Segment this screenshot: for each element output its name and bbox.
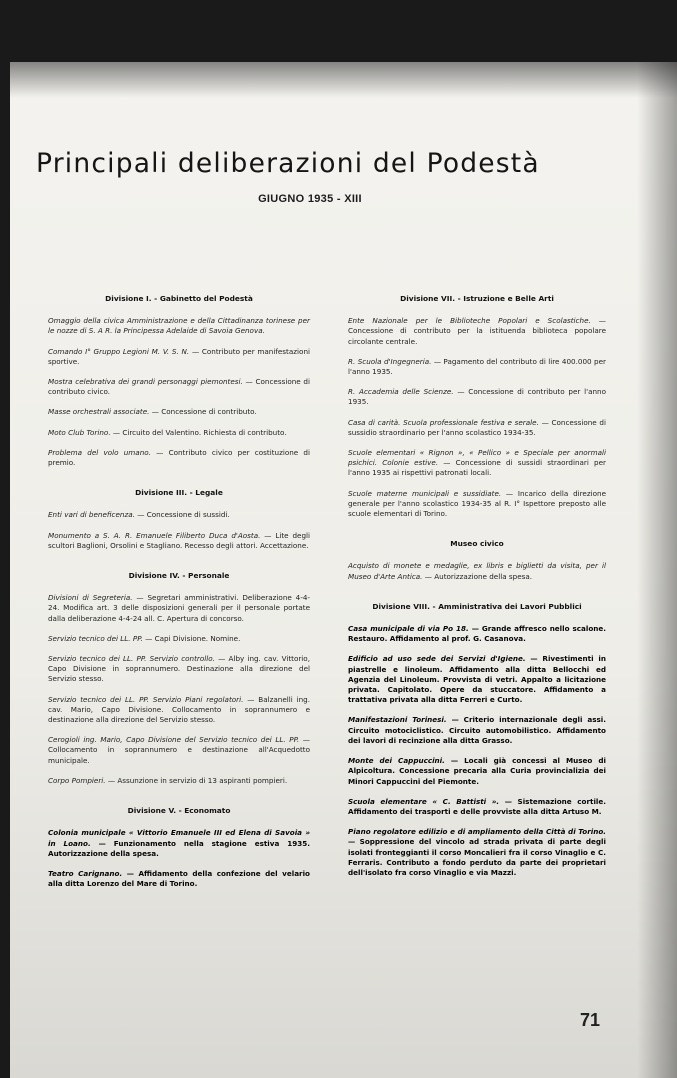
deliberation-entry bbox=[348, 387, 606, 407]
deliberation-entry bbox=[348, 654, 606, 705]
entry-subject: Masse orchestrali associate. bbox=[48, 407, 150, 417]
section-title: Divisione III. - Legale bbox=[135, 488, 223, 498]
deliberation-entry bbox=[48, 735, 310, 766]
deliberation-entry bbox=[48, 531, 310, 551]
entry-subject: R. Accademia delle Scienze. bbox=[348, 387, 454, 397]
deliberation-section bbox=[48, 294, 310, 468]
entry-subject: Colonia municipale « Vittorio Emanuele III ed Elena di Savoia » in Loano. bbox=[48, 828, 310, 848]
deliberation-entry bbox=[348, 827, 606, 878]
entry-decision: — Collocamento in soprannumero e destinazione all'Acquedotto municipale. bbox=[48, 735, 310, 765]
entry-decision: — Concessione di sussidi. bbox=[134, 510, 230, 520]
deliberation-entry bbox=[48, 428, 310, 438]
entry-subject: R. Scuola d'Ingegneria. bbox=[348, 356, 432, 366]
section-title: Divisione VIII. - Amministrativa dei Lavori Pubblici bbox=[372, 601, 582, 611]
entry-decision: — Autorizzazione della spesa. bbox=[422, 571, 533, 581]
entry-decision: — Concessione di contributo. bbox=[149, 407, 257, 417]
entry-decision: — Funzionamento nella stagione estiva 1935. Autorizzazione della spesa. bbox=[48, 838, 310, 858]
entry-subject: Omaggio della civica Amministrazione e della Cittadinanza torinese per le nozze di S. A R. la Principessa Adelaide di Savoia Genova. bbox=[48, 316, 310, 336]
entry-decision: — Alby ing. cav. Vittorio, Capo Divisione in soprannumero. Destinazione alla direzione del Servizio stesso. bbox=[48, 654, 310, 684]
entry-decision: — Assunzione in servizio di 13 aspiranti pompieri. bbox=[105, 775, 288, 785]
entry-subject: Teatro Carignano. bbox=[48, 868, 123, 878]
deliberation-entry bbox=[348, 561, 606, 581]
left-column bbox=[48, 294, 310, 909]
deliberation-entry bbox=[48, 654, 310, 685]
deliberation-entry bbox=[348, 489, 606, 520]
page-subtitle: GIUGNO 1935 - XIII bbox=[258, 193, 362, 205]
entry-subject: Scuole elementari « Rignon », « Pellico » e Speciale per anormali psichici. Colonie estive. bbox=[348, 448, 606, 468]
section-title: Divisione I. - Gabinetto del Podestà bbox=[105, 294, 253, 303]
entry-subject: Acquisto di monete e medaglie, ex libris e biglietti da visita, per il Museo d'Arte Antica. bbox=[348, 561, 606, 581]
right-column bbox=[348, 294, 606, 898]
entry-decision: — Concessione di contributo per l'anno 1935. bbox=[348, 387, 606, 407]
entry-subject: Problema del volo umano. bbox=[48, 447, 151, 457]
deliberation-entry bbox=[348, 797, 606, 817]
deliberation-entry bbox=[48, 695, 310, 726]
deliberation-section bbox=[348, 602, 606, 878]
entry-decision: — Sistemazione cortile. Affidamento dei trasporti e delle provviste alla ditta Artuso M. bbox=[348, 796, 606, 816]
entry-subject: Corpo Pompieri. bbox=[48, 775, 106, 785]
page-title: Principali deliberazioni del Podestà bbox=[36, 148, 540, 179]
entry-subject: Comando I° Gruppo Legioni M. V. S. N. bbox=[48, 346, 190, 356]
deliberation-entry bbox=[348, 624, 606, 644]
entry-decision: — Segretari amministrativi. Deliberazione 4-4-24. Modifica art. 3 delle disposizioni generali per il personale portate dalla deliberazione 4-4-24 all. C. Apertura di concorso. bbox=[48, 593, 310, 623]
entry-subject: Scuola elementare « C. Battisti ». bbox=[348, 796, 500, 806]
entry-subject: Scuole materne municipali e sussidiate. bbox=[348, 488, 502, 498]
entry-decision: — Contributo per manifestazioni sportive. bbox=[48, 346, 310, 366]
deliberation-section bbox=[348, 539, 606, 582]
deliberation-entry bbox=[48, 407, 310, 417]
deliberation-section bbox=[48, 571, 310, 786]
section-title: Divisione IV. - Personale bbox=[128, 571, 230, 581]
deliberation-entry bbox=[48, 377, 310, 397]
document-page bbox=[10, 62, 677, 1078]
entry-decision: — Concessione di sussidio straordinario per l'anno scolastico 1934-35. bbox=[348, 417, 606, 437]
entry-subject: Mostra celebrativa dei grandi personaggi piemontesi. bbox=[48, 377, 243, 387]
entry-subject: Moto Club Torino. bbox=[48, 427, 111, 437]
deliberation-entry bbox=[48, 448, 310, 468]
entry-subject: Casa di carità. Scuola professionale festiva e serale. bbox=[348, 417, 539, 427]
entry-decision: — Grande affresco nello scalone. Restauro. Affidamento al prof. G. Casanova. bbox=[348, 624, 606, 644]
deliberation-entry bbox=[48, 869, 310, 889]
deliberation-entry bbox=[348, 418, 606, 438]
entry-decision: — Concessione di sussidi straordinari per l'anno 1935 ai rispettivi patronati locali. bbox=[348, 458, 606, 478]
deliberation-entry bbox=[348, 448, 606, 479]
deliberation-section bbox=[48, 488, 310, 551]
entry-subject: Enti vari di beneficenza. bbox=[48, 510, 135, 520]
entry-subject: Servizio tecnico dei LL. PP. Servizio controllo. bbox=[48, 654, 215, 664]
deliberation-entry bbox=[48, 634, 310, 644]
deliberation-section bbox=[348, 294, 606, 519]
entry-decision: — Criterio internazionale degli assi. Circuito motociclistico. Circuito automobilistico. Affidamento dei lavori di recinzione alla ditta Grasso. bbox=[348, 715, 607, 745]
entry-subject: Monte dei Cappuccini. bbox=[348, 756, 445, 766]
scan-shadow bbox=[10, 62, 677, 98]
entry-decision: — Soppressione del vincolo ad strada privata di parte degli isolati fronteggianti il corso Moncalieri fra il corso Vinaglio e C. Ferraris. Contributo a fondo perduto da parte dei proprietari dell'isolato fra corso Vinaglio e via Mazzi. bbox=[348, 837, 606, 877]
section-title: Divisione V. - Economato bbox=[127, 806, 231, 816]
entry-subject: Manifestazioni Torinesi. bbox=[348, 715, 447, 725]
entry-decision: — Lite degli scultori Baglioni, Orsolini e Stagliano. Recesso degli attori. Accettazione. bbox=[48, 530, 311, 550]
page-number: 71 bbox=[580, 1010, 601, 1030]
entry-subject: Servizio tecnico dei LL. PP. bbox=[48, 633, 143, 643]
entry-subject: Divisioni di Segreteria. bbox=[48, 593, 133, 603]
deliberation-entry bbox=[48, 593, 310, 624]
entry-decision: — Pagamento del contributo di lire 400.000 per l'anno 1935. bbox=[348, 356, 606, 377]
entry-decision: — Concessione di contributo per la istituenda biblioteca popolare circolante centrale. bbox=[348, 316, 606, 346]
entry-decision: — Circuito del Valentino. Richiesta di contributo. bbox=[110, 427, 287, 437]
deliberation-entry bbox=[48, 828, 310, 859]
deliberation-entry bbox=[48, 510, 310, 520]
deliberation-entry bbox=[48, 347, 310, 367]
deliberation-section bbox=[48, 806, 310, 889]
deliberation-entry bbox=[348, 756, 606, 787]
deliberation-entry bbox=[348, 316, 606, 347]
entry-decision: — Incarico della direzione generale per l'anno scolastico 1934-35 al R. I° Ispettore preposto alle scuole elementari di Torino. bbox=[348, 488, 606, 519]
entry-decision: — Contributo civico per costituzione di premio. bbox=[48, 447, 310, 468]
entry-subject: Casa municipale di via Po 18. bbox=[348, 624, 469, 634]
entry-decision: — Rivestimenti in piastrelle e linoleum. Affidamento alla ditta Bellocchi ed Agenzia del Linoleum. Provvista di vetri. Appalto a licitazione privata. Capitolato. Opere da stuccatore. Affidamento a trattativa privata alla ditta Ferreri e Curto. bbox=[348, 654, 606, 705]
entry-subject: Cerogioli ing. Mario, Capo Divisione del Servizio tecnico dei LL. PP. bbox=[48, 735, 300, 745]
entry-decision: — Balzanelli ing. cav. Mario, Capo Divisione. Collocamento in soprannumero e destinazione alla direzione del Servizio stesso. bbox=[48, 694, 311, 725]
entry-subject: Servizio tecnico dei LL. PP. Servizio Piani regolatori. bbox=[48, 694, 244, 704]
entry-decision: — Affidamento della confezione del velario alla ditta Lorenzo del Mare di Torino. bbox=[48, 868, 310, 889]
entry-subject: Edificio ad uso sede dei Servizi d'Igiene. bbox=[348, 654, 526, 664]
section-title: Museo civico bbox=[450, 539, 504, 549]
entry-subject: Piano regolatore edilizio e di ampliamento della Città di Torino. bbox=[348, 827, 606, 837]
entry-decision: — Locali già concessi al Museo di Alpicoltura. Concessione precaria alla Curia provincializia dei Minori Cappuccini del Piemonte. bbox=[348, 756, 606, 786]
entry-decision: — Concessione di contributo civico. bbox=[48, 377, 310, 397]
deliberation-entry bbox=[348, 715, 606, 746]
section-title: Divisione VII. - Istruzione e Belle Arti bbox=[400, 294, 554, 303]
deliberation-entry bbox=[48, 316, 310, 336]
deliberation-entry bbox=[348, 357, 606, 377]
entry-subject: Monumento a S. A. R. Emanuele Filiberto Duca d'Aosta. bbox=[48, 530, 261, 540]
entry-decision: — Capi Divisione. Nomine. bbox=[142, 633, 241, 643]
deliberation-entry bbox=[48, 776, 310, 786]
entry-subject: Ente Nazionale per le Biblioteche Popolari e Scolastiche. bbox=[348, 316, 591, 326]
